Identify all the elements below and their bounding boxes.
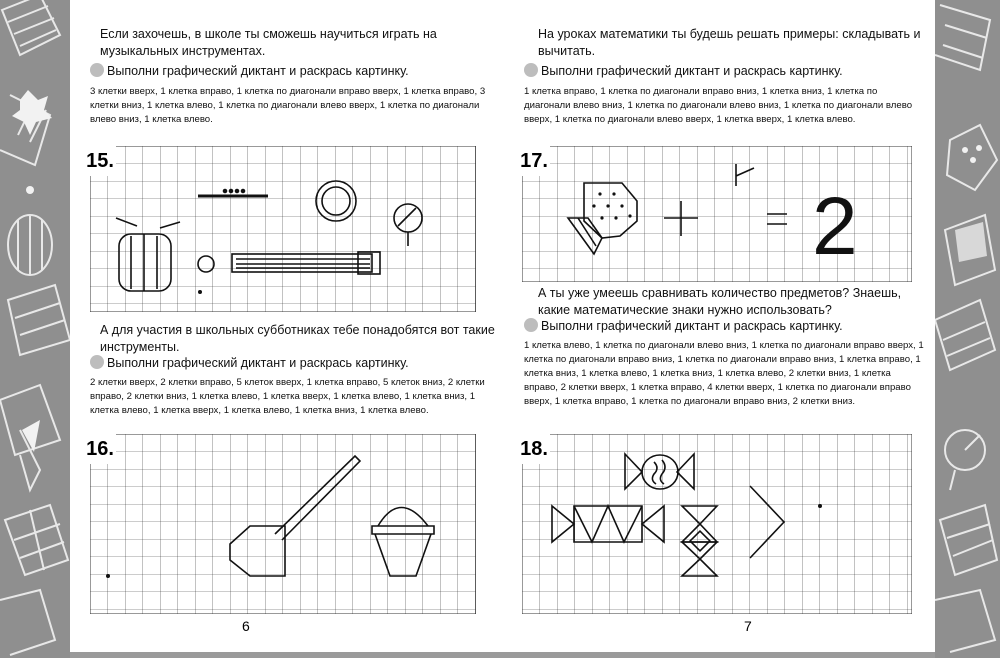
task-label: Выполни графический диктант и раскрась картинку.	[541, 319, 843, 333]
intro-text-17: На уроках математики ты будешь решать примеры: складывать и вычитать.	[538, 27, 921, 58]
task-instruction-18	[524, 318, 924, 334]
digit-two: 2	[812, 181, 858, 272]
task-instruction-16	[90, 355, 490, 371]
task-instruction-17	[524, 63, 924, 79]
bullet-dot-icon	[524, 63, 538, 77]
decorative-pattern-left	[0, 0, 70, 658]
dictation-text-18: 1 клетка влево, 1 клетка по диагонали влево вниз, 1 клетка по диагонали вправо вверх, 1 клетка по диагонали вправо вниз, 1 клетка по диагонали вправо вниз, 1 клетка вправо, 1 клетка вниз, 1 клетка влево, 1 клетка вниз, 1 клетка влево, 2 клетки вниз, 1 клетка вправо, 2 клетки вверх, 1 клетка вправо, 4 клетки вверх, 1 клетка по диагонали вправо вверх, 1 клетка вправо, 1 клетка по диагонали вправо вниз, 2 клетки вниз.	[524, 340, 924, 407]
dictation-text-15: 3 клетки вверх, 1 клетка вправо, 1 клетка по диагонали вправо вверх, 1 клетка вправо, 3 клетки вниз, 1 клетка влево, 1 клетка по диагонали влево вверх, 1 клетка по диагонали влево вниз, 1 клетка влево.	[90, 86, 486, 125]
intro-text-18: А ты уже умеешь сравнивать количество предметов? Знаешь, какие математические знаки нужно использовать?	[538, 286, 902, 317]
exercise-number-17: 17.	[518, 146, 550, 176]
bullet-dot-icon	[90, 63, 104, 77]
exercise-grid-16	[90, 434, 476, 614]
right-decorative-border	[935, 0, 1000, 658]
bullet-dot-icon	[90, 355, 104, 369]
exercise-number-15: 15.	[84, 146, 116, 176]
task-instruction-15	[90, 63, 490, 79]
dictation-text-16: 2 клетки вверх, 2 клетки вправо, 5 клеток вверх, 1 клетка вправо, 5 клеток вниз, 2 клетки вправо, 2 клетки вниз, 1 клетка влево, 1 клетка вверх, 1 клетка влево, 1 клетка вниз, 1 клетка влево, 1 клетка вверх, 1 клетка влево, 1 клетка вниз, 1 клетка влево.	[90, 377, 485, 416]
page-number-left: 6	[242, 618, 250, 634]
task-label: Выполни графический диктант и раскрась картинку.	[107, 356, 409, 370]
left-decorative-border	[0, 0, 70, 658]
task-label: Выполни графический диктант и раскрась картинку.	[107, 64, 409, 78]
exercise-grid-15	[90, 146, 476, 312]
decorative-pattern-right	[935, 0, 1000, 658]
right-page	[502, 0, 935, 652]
task-label: Выполни графический диктант и раскрась картинку.	[541, 64, 843, 78]
exercise-number-16: 16.	[84, 434, 116, 464]
exercise-grid-18	[522, 434, 912, 614]
exercise-grid-17	[522, 146, 912, 282]
left-page	[70, 0, 502, 652]
page-number-right: 7	[744, 618, 752, 634]
intro-text-16: А для участия в школьных субботниках тебе понадобятся вот такие инструменты.	[100, 323, 495, 354]
bullet-dot-icon	[524, 318, 538, 332]
intro-text-15: Если захочешь, в школе ты сможешь научиться играть на музыкальных инструментах.	[100, 27, 437, 58]
dictation-text-17: 1 клетка вправо, 1 клетка по диагонали вправо вниз, 1 клетка вниз, 1 клетка по диагонали влево вниз, 1 клетка по диагонали влево вниз, 1 клетка по диагонали влево вверх, 1 клетка по диагонали влево вверх, 1 клетка вверх, 1 клетка влево.	[524, 86, 913, 125]
exercise-number-18: 18.	[518, 434, 550, 464]
